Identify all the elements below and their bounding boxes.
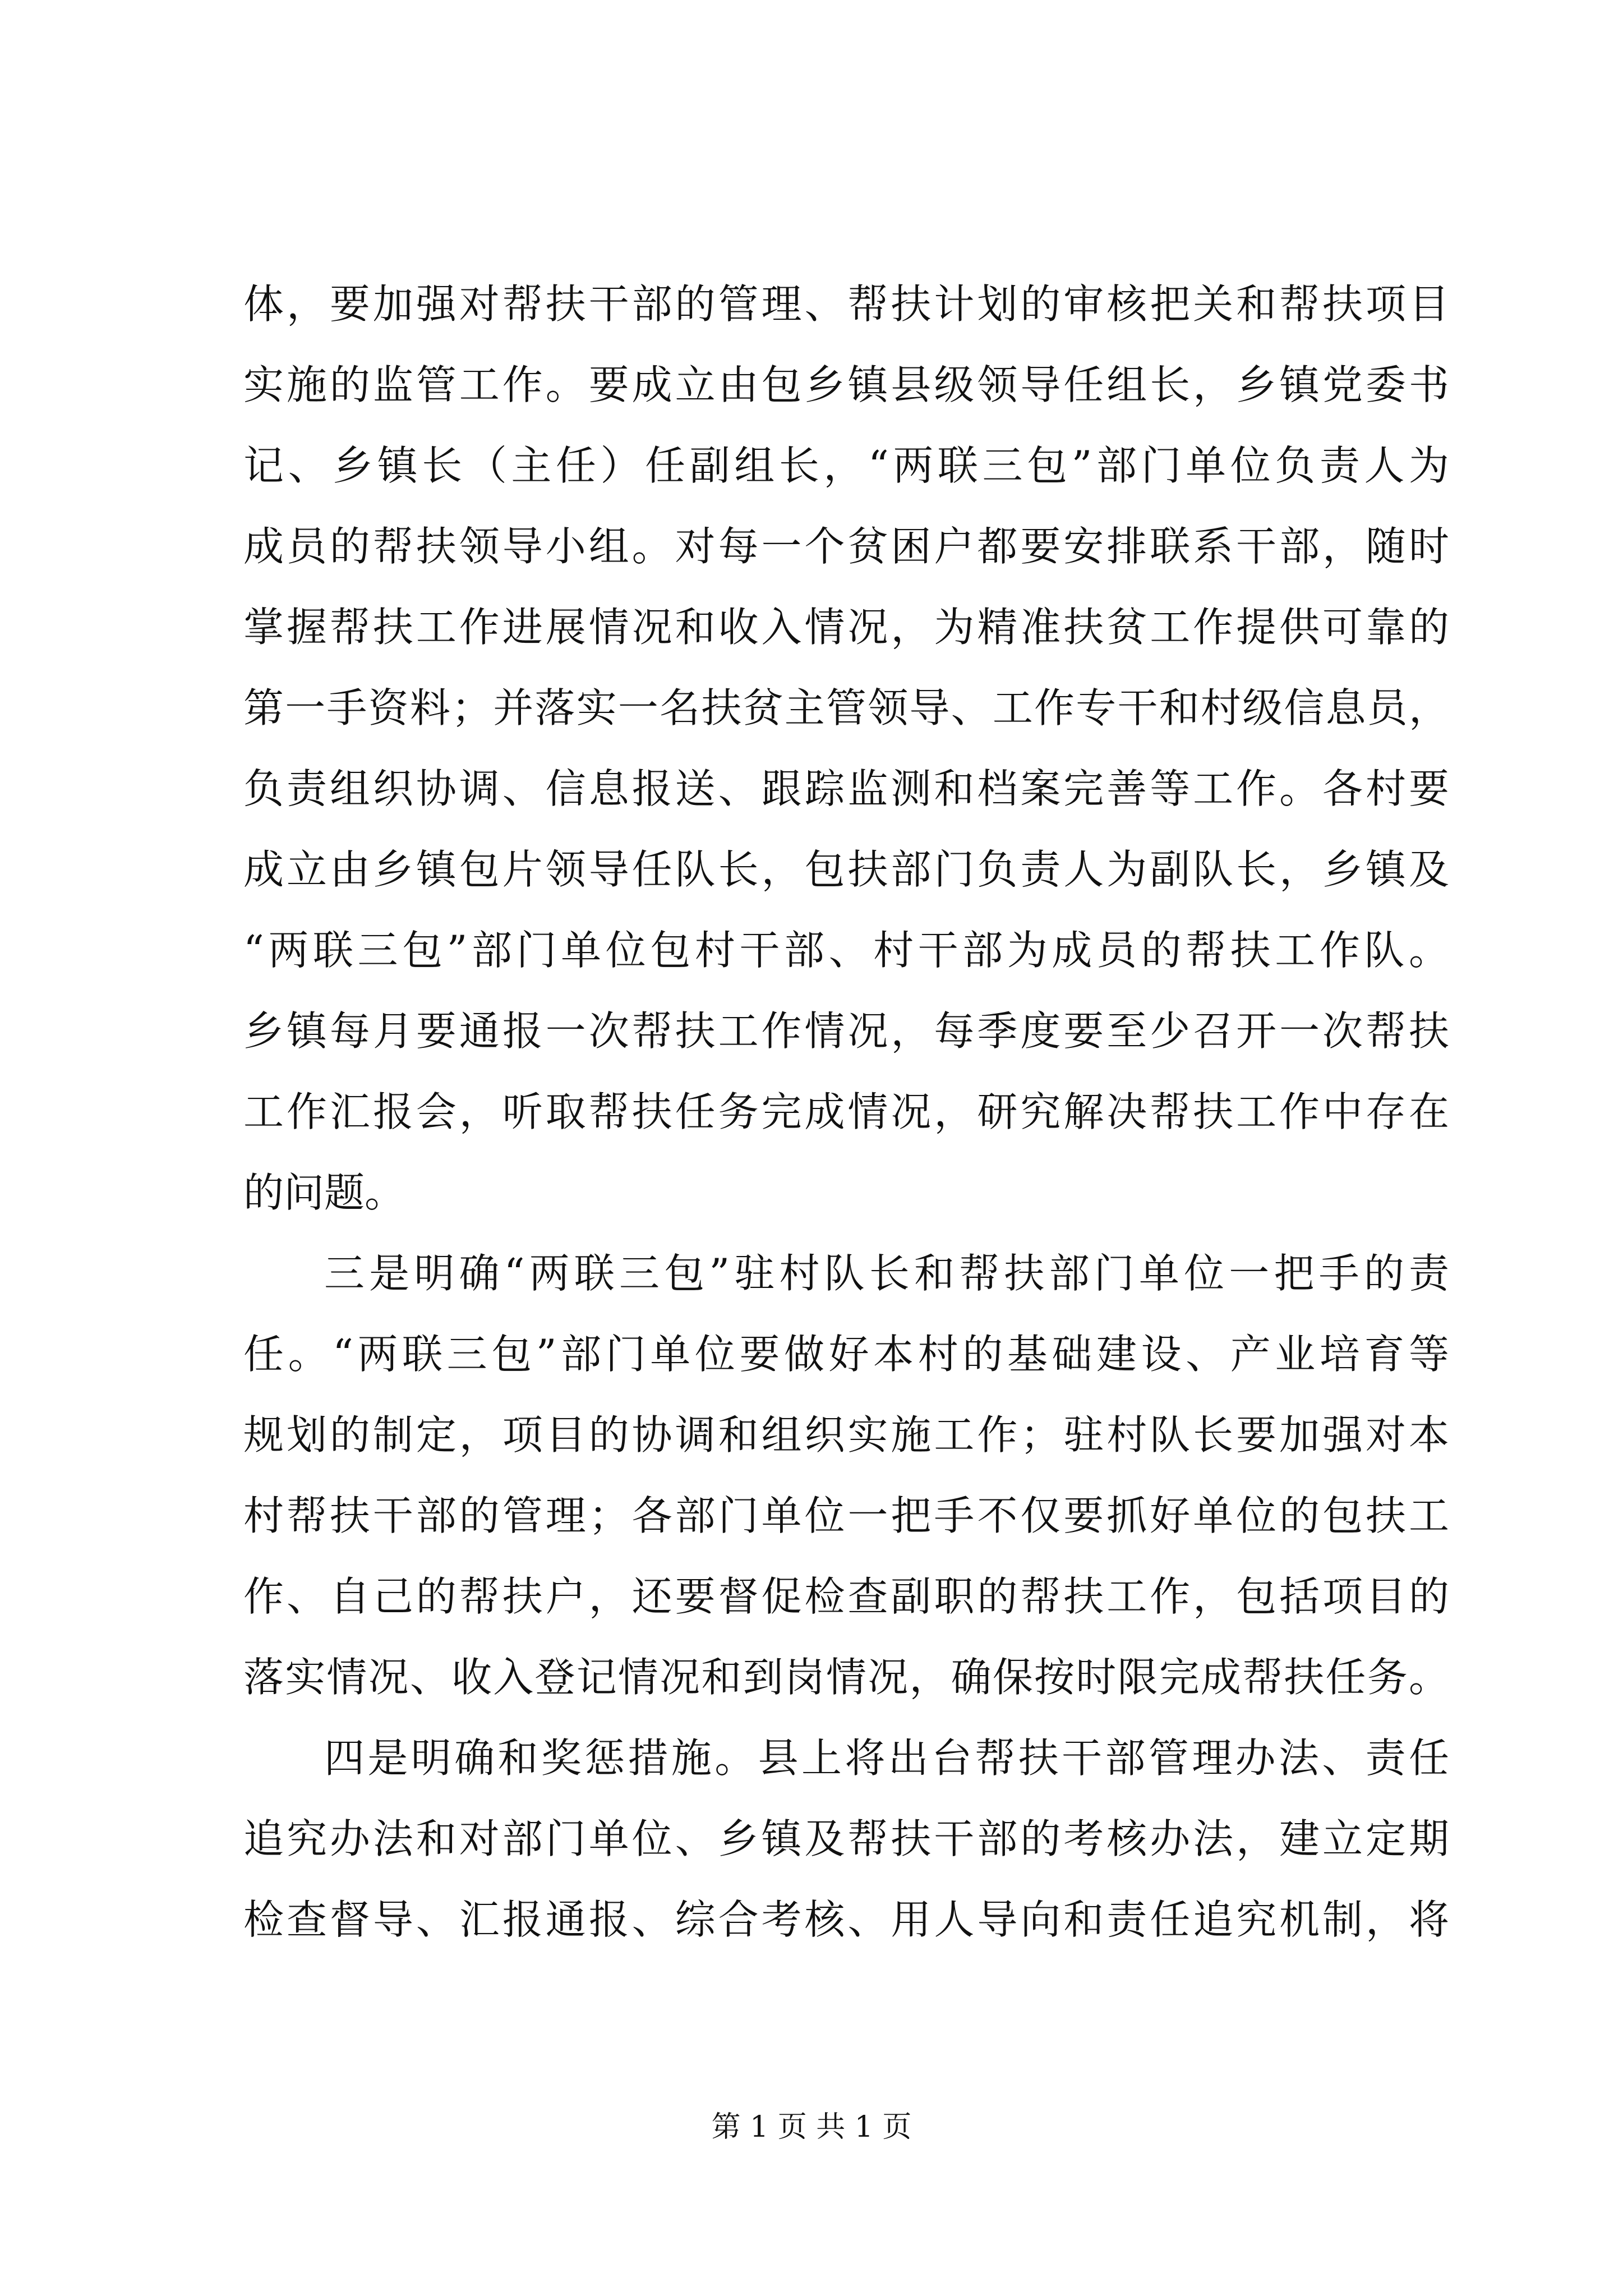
text-line: 负责组织协调、信息报送、跟踪监测和档案完善等工作。各村要 [243, 765, 1449, 812]
text-line: 掌握帮扶工作进展情况和收入情况，为精准扶贫工作提供可靠的 [243, 604, 1449, 651]
text-line: 乡镇每月要通报一次帮扶工作情况，每季度要至少召开一次帮扶 [243, 1007, 1449, 1055]
text-line: 成立由乡镇包片领导任队长，包扶部门负责人为副队长，乡镇及 [243, 846, 1449, 893]
text-line: 的问题。 [243, 1169, 405, 1216]
text-line: 规划的制定，项目的协调和组织实施工作；驻村队长要加强对本 [243, 1411, 1449, 1458]
document-body [243, 264, 1449, 1960]
text-line: 追究办法和对部门单位、乡镇及帮扶干部的考核办法，建立定期 [243, 1815, 1449, 1862]
paragraph-first-line: 三是明确“两联三包”驻村队长和帮扶部门单位一把手的责 [324, 1250, 1449, 1297]
text-line: 检查督导、汇报通报、综合考核、用人导向和责任追究机制，将 [243, 1896, 1449, 1943]
text-line: 记、乡镇长（主任）任副组长，“两联三包”部门单位负责人为 [243, 442, 1449, 489]
text-line: 村帮扶干部的管理；各部门单位一把手不仅要抓好单位的包扶工 [243, 1492, 1449, 1539]
text-line: 第一手资料；并落实一名扶贫主管领导、工作专干和村级信息员， [243, 684, 1449, 731]
text-line: 实施的监管工作。要成立由包乡镇县级领导任组长，乡镇党委书 [243, 361, 1449, 408]
paragraph-first-line: 四是明确和奖惩措施。县上将出台帮扶干部管理办法、责任 [324, 1734, 1449, 1782]
text-line: 落实情况、收入登记情况和到岗情况，确保按时限完成帮扶任务。 [243, 1654, 1449, 1701]
text-line: 工作汇报会，听取帮扶任务完成情况，研究解决帮扶工作中存在 [243, 1088, 1449, 1135]
text-line: “两联三包”部门单位包村干部、村干部为成员的帮扶工作队。 [243, 927, 1449, 974]
text-line: 作、自己的帮扶户，还要督促检查副职的帮扶工作，包括项目的 [243, 1573, 1449, 1620]
text-line: 任。“两联三包”部门单位要做好本村的基础建设、产业培育等 [243, 1331, 1449, 1378]
text-line: 体，要加强对帮扶干部的管理、帮扶计划的审核把关和帮扶项目 [243, 280, 1449, 328]
page-number-footer: 第 1 页 共 1 页 [711, 2110, 912, 2144]
text-line: 成员的帮扶领导小组。对每一个贫困户都要安排联系干部，随时 [243, 523, 1449, 570]
